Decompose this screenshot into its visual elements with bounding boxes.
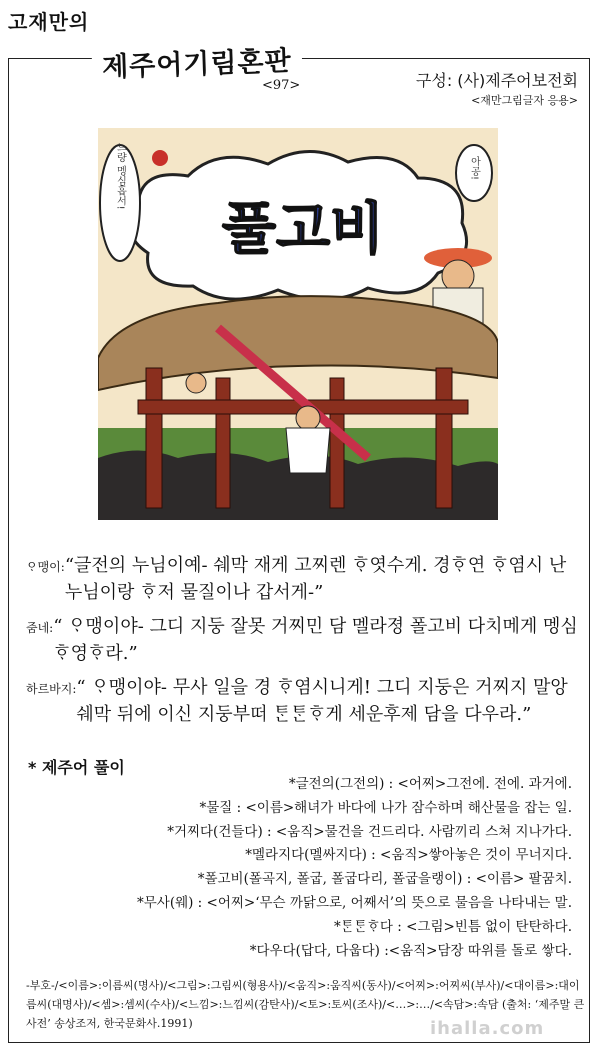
wooden-post	[146, 368, 162, 508]
grandfather-face	[442, 260, 474, 292]
glossary-entry: *폴고비(폴곡지, 폴굽, 폴굽다리, 폴굽을랭이) : <이름> 팔꿈치.	[197, 871, 572, 888]
credit-line: 구성: (사)제주어보전회	[415, 71, 578, 90]
boy-body	[286, 428, 330, 473]
glossary-entry: *무사(웨) : <어찌>‘무슨 까닭으로, 어째서’의 뜻으로 물음을 나타내는 말.	[136, 894, 572, 911]
wooden-post	[436, 368, 452, 508]
glossary-entry: *물질 : <이름>해녀가 바다에 나가 잠수하며 해산물을 잡는 일.	[199, 799, 572, 816]
glossary-entry: *다우다(답다, 다웁다) :<움직>담장 따위를 돌로 쌓다.	[249, 942, 572, 959]
glossary-entry: *ᄐᆞᆫᄐᆞᆫᄒᆞ다 : <그림>빈틈 없이 탄탄하다.	[334, 918, 572, 935]
boy-head	[296, 406, 320, 430]
wooden-post	[216, 378, 230, 508]
speaker-label: 줌네:	[26, 621, 54, 635]
series-logo: 제주어기림혼판	[91, 38, 302, 84]
dialogue-line	[26, 552, 582, 606]
glossary-heading: * 제주어 풀이	[28, 758, 125, 777]
dialogue-line	[26, 674, 582, 728]
glossary-entry: *거찌다(건들다) : <움직>물건을 건드리다. 사람끼리 스쳐 지나가다.	[167, 823, 572, 840]
comic-art	[98, 128, 498, 520]
woman-head	[186, 373, 206, 393]
dialogue-text: “ ᄋᆞ맹이야- 무사 일을 경 ᄒᆞ염시니게! 그디 지둥은 거찌지 말앙 쉐막 뒤에 이신 지둥부떠 ᄐᆞᆫᄐᆞᆫᄒᆞ게 세운후제 담을 다우라.”	[76, 677, 568, 725]
series-title: 고재만의	[8, 10, 90, 34]
glossary-list	[12, 773, 572, 963]
dialogue-line	[26, 613, 582, 667]
glossary-entry: *멜라지다(멜싸지다) : <움직>쌓아놓은 것이 무너지다.	[245, 847, 572, 864]
glossary-entry: *글전의(그전의) : <어찌>그전에. 전에. 과거에.	[288, 776, 572, 792]
dialogue-text: “글전의 누님이예- 쉐막 재게 고찌렌 ᄒᆞ엿수게. 경ᄒᆞ연 ᄒᆞ염시 난 누님이랑 ᄒᆞ저 물질이나 갑서게-”	[64, 555, 567, 603]
crab	[152, 150, 168, 166]
comic-title-art: 풀고비	[221, 197, 385, 262]
left-bubble-text: 느량 멩심흡서!	[114, 142, 126, 210]
watermark: ihalla.com	[430, 1018, 545, 1039]
credit-subline: <재만그림글자 응용>	[471, 94, 578, 107]
comic-illustration	[98, 128, 498, 520]
wooden-post	[330, 378, 344, 508]
speaker-label: 하르바지:	[26, 682, 77, 696]
episode-number: <97>	[262, 78, 301, 93]
right-bubble-text: 아공!	[468, 155, 480, 181]
speaker-label: ᄋᆞ맹이:	[26, 560, 65, 574]
abbreviation-legend: -부호-/<이름>:이름씨(명사)/<그림>:그림씨(형용사)/<움직>:움직씨(동사)/<어찌>:어찌씨(부사)/<대이름>:대이름씨(대명사)/<셈>:셈씨(수사)/<느낌>:느낌씨(감탄사)/<토>:토씨(조사)/<…>:…/<속담>:속담 (출처: ‘제주말 큰사전’ 송상조저, 한국문화사.1991)	[26, 979, 585, 1030]
dialogue-text: “ ᄋᆞ맹이야- 그디 지둥 잘못 거찌민 담 멜라졍 폴고비 다치메게 멩심ᄒᆞ영ᄒᆞ라.”	[53, 616, 578, 664]
dialogue-block	[26, 552, 582, 735]
